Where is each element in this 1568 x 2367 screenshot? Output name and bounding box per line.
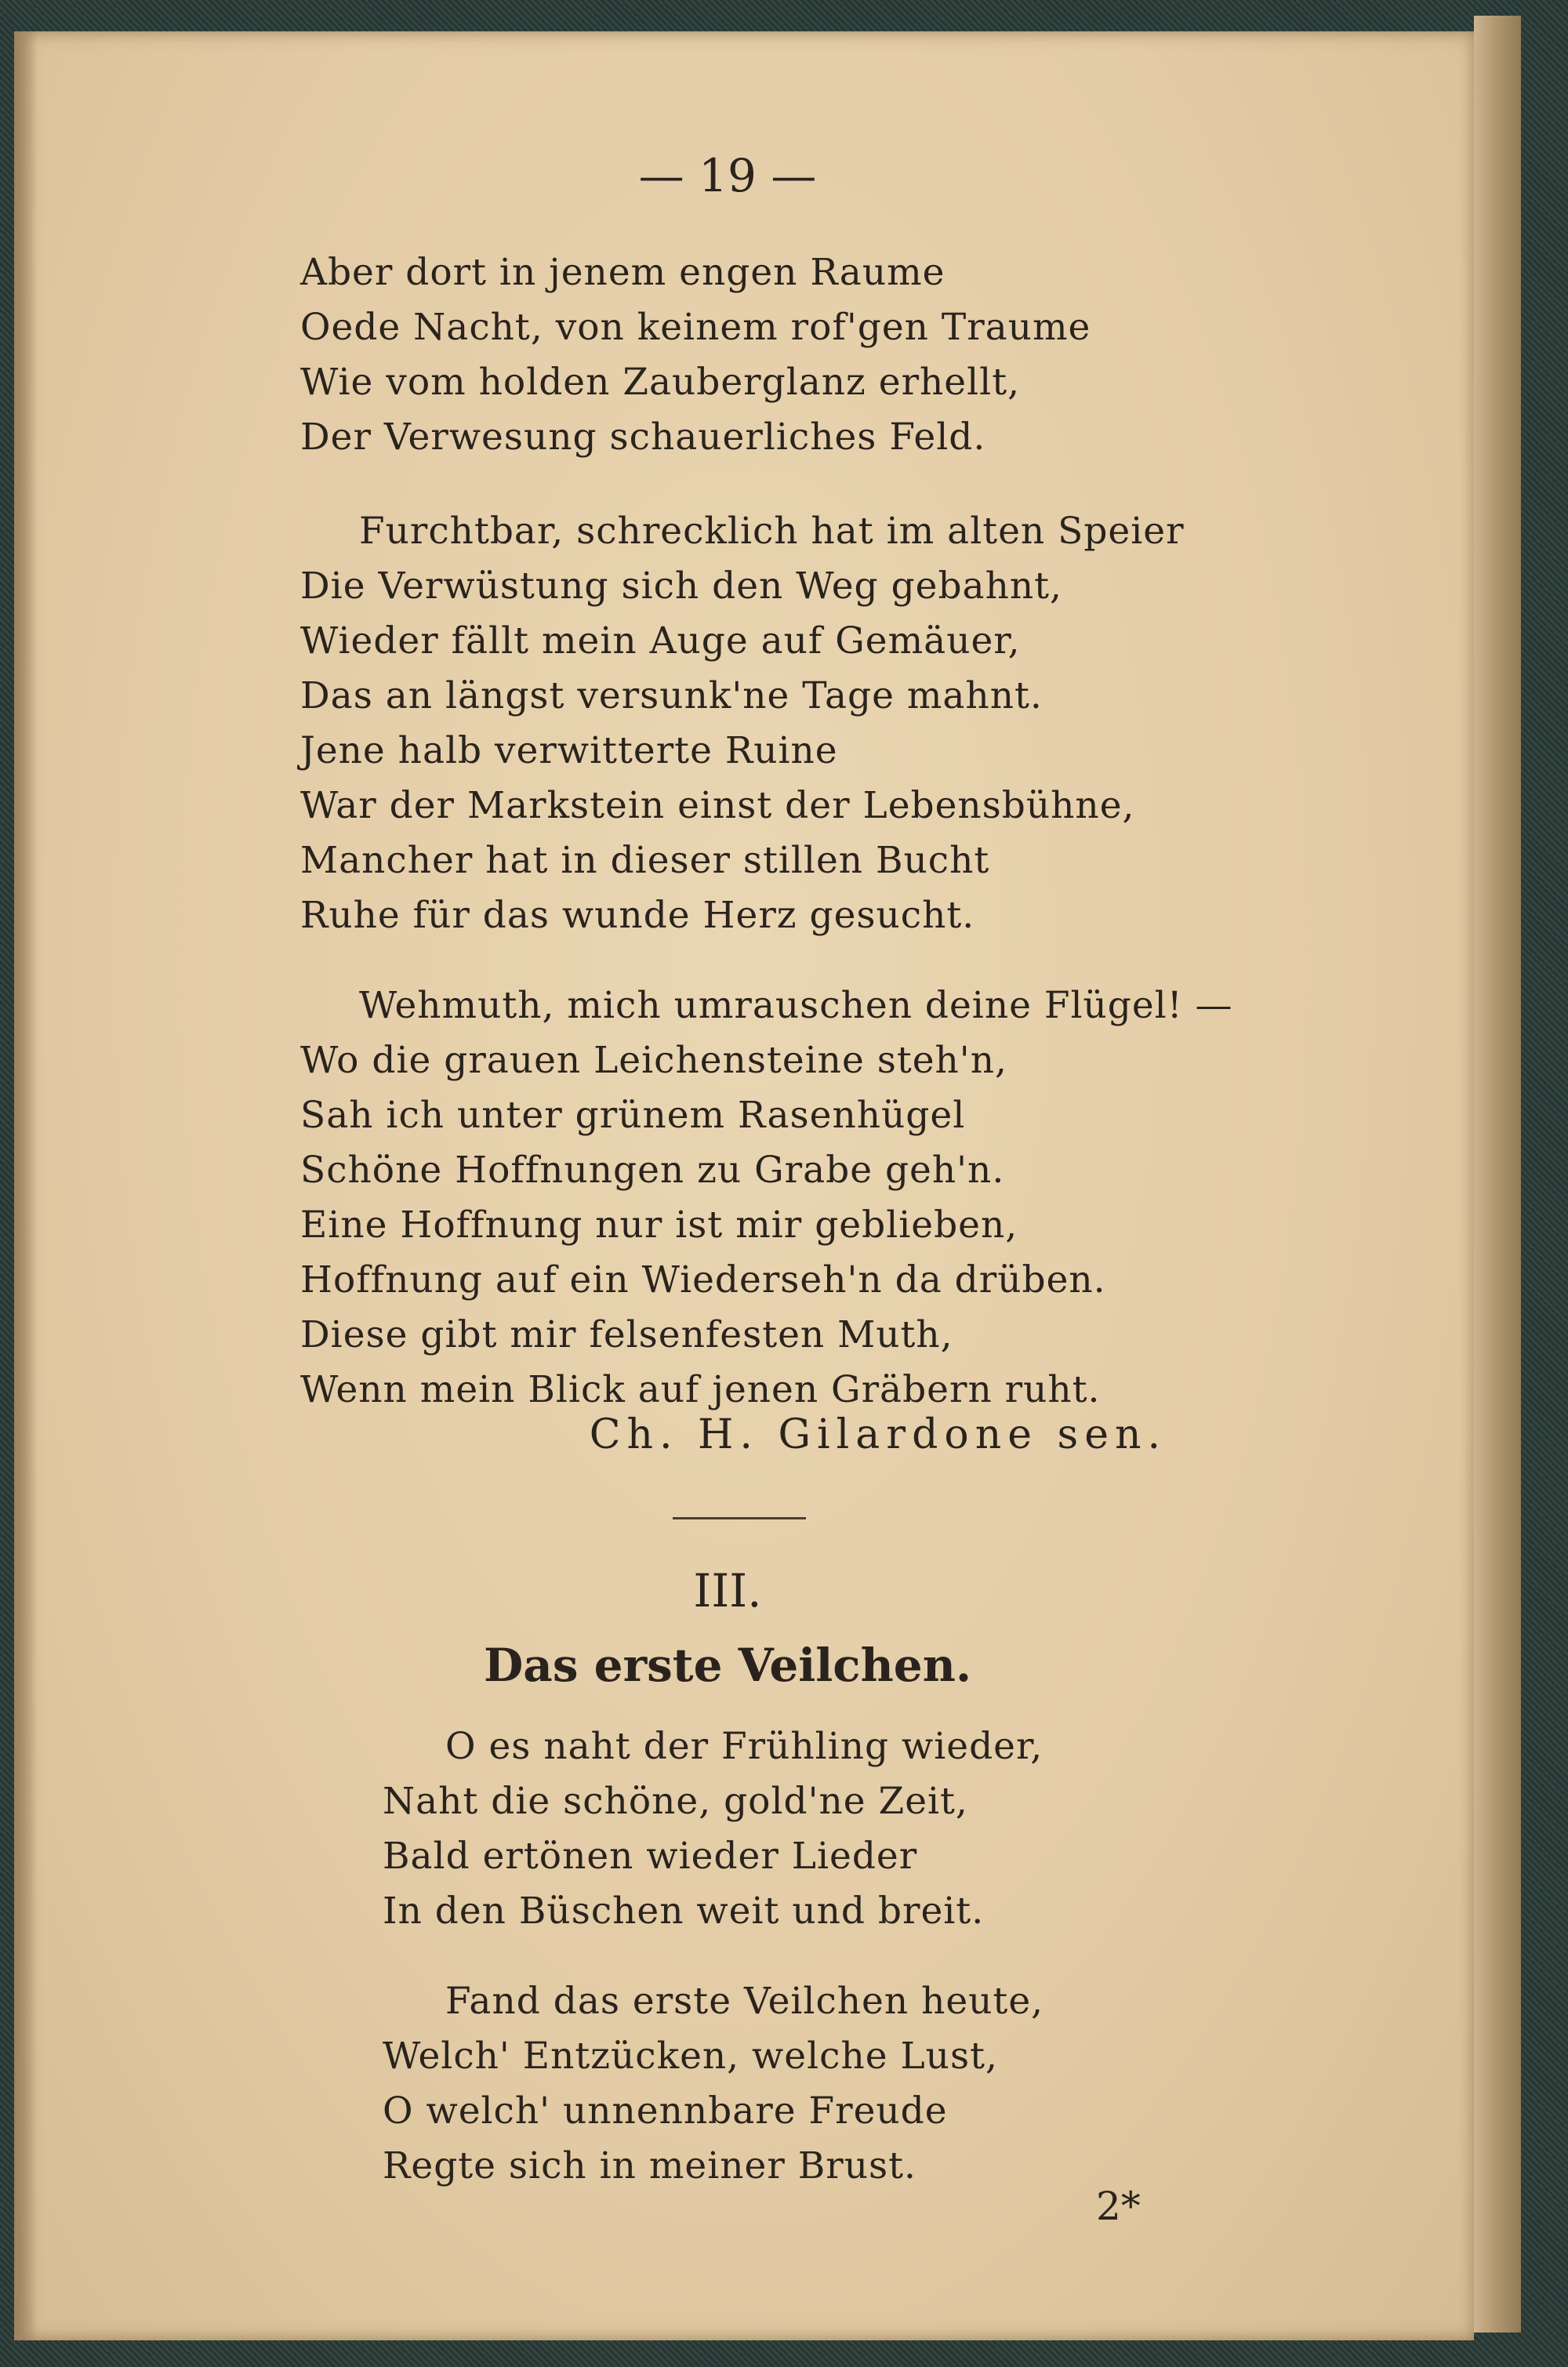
verse-line: Wieder fällt mein Auge auf Gemäuer, — [300, 619, 1021, 663]
verse-line: In den Büschen weit und breit. — [383, 1890, 985, 1933]
verse-line: Welch' Entzücken, welche Lust, — [383, 2035, 998, 2078]
verse-line: Hoffnung auf ein Wiederseh'n da drüben. — [300, 1258, 1106, 1301]
verse-line: Die Verwüstung sich den Weg gebahnt, — [300, 565, 1062, 608]
verse-line: Regte sich in meiner Brust. — [383, 2144, 916, 2187]
verse-line: Eine Hoffnung nur ist mir geblieben, — [300, 1203, 1018, 1247]
verse-line: Wehmuth, mich umrauschen deine Flügel! — — [359, 984, 1233, 1027]
poem-body — [383, 1694, 1167, 2187]
verse-line: Aber dort in jenem engen Raume — [300, 251, 946, 294]
verse-line: Diese gibt mir felsenfesten Muth, — [300, 1313, 953, 1356]
verse-line: War der Markstein einst der Lebensbühne, — [300, 784, 1135, 827]
verse-line: O es naht der Frühling wieder, — [445, 1725, 1044, 1768]
signature-mark: 2* — [1096, 2184, 1141, 2229]
page-gutter-shadow — [14, 31, 38, 2340]
section-divider — [673, 1517, 806, 1519]
verse-line: O welch' unnennbare Freude — [383, 2089, 948, 2133]
verse-line: Das an längst versunk'ne Tage mahnt. — [300, 674, 1043, 717]
author-signature: Ch. H. Gilardone sen. — [589, 1411, 1167, 1458]
verse-line: Jene halb verwitterte Ruine — [300, 729, 838, 772]
verse-line: Naht die schöne, gold'ne Zeit, — [383, 1780, 968, 1823]
verse-line: Sah ich unter grünem Rasenhügel — [300, 1094, 966, 1137]
poem-continuation — [300, 220, 1241, 1411]
verse-line: Wo die grauen Leichensteine steh'n, — [300, 1039, 1007, 1082]
verse-line: Ruhe für das wunde Herz gesucht. — [300, 894, 975, 937]
verse-line: Wenn mein Blick auf jenen Gräbern ruht. — [300, 1368, 1101, 1411]
verse-line: Der Verwesung schauerliches Feld. — [300, 416, 986, 459]
verse-line: Wie vom holden Zauberglanz erhellt, — [300, 361, 1021, 404]
section-number: III. — [693, 1564, 762, 1617]
verse-line: Mancher hat in dieser stillen Bucht — [300, 839, 990, 882]
book-page — [14, 31, 1474, 2340]
verse-line: Schöne Hoffnungen zu Grabe geh'n. — [300, 1149, 1005, 1192]
poem-title: Das erste Veilchen. — [483, 1639, 972, 1692]
verse-line: Bald ertönen wieder Lieder — [383, 1835, 918, 1878]
page-edges — [1474, 16, 1521, 2333]
verse-line: Furchtbar, schrecklich hat im alten Speier — [359, 510, 1185, 553]
verse-line: Fand das erste Veilchen heute, — [445, 1980, 1044, 2023]
verse-line: Oede Nacht, von keinem rof'gen Traume — [300, 306, 1091, 349]
page-number: — 19 — — [638, 149, 817, 202]
